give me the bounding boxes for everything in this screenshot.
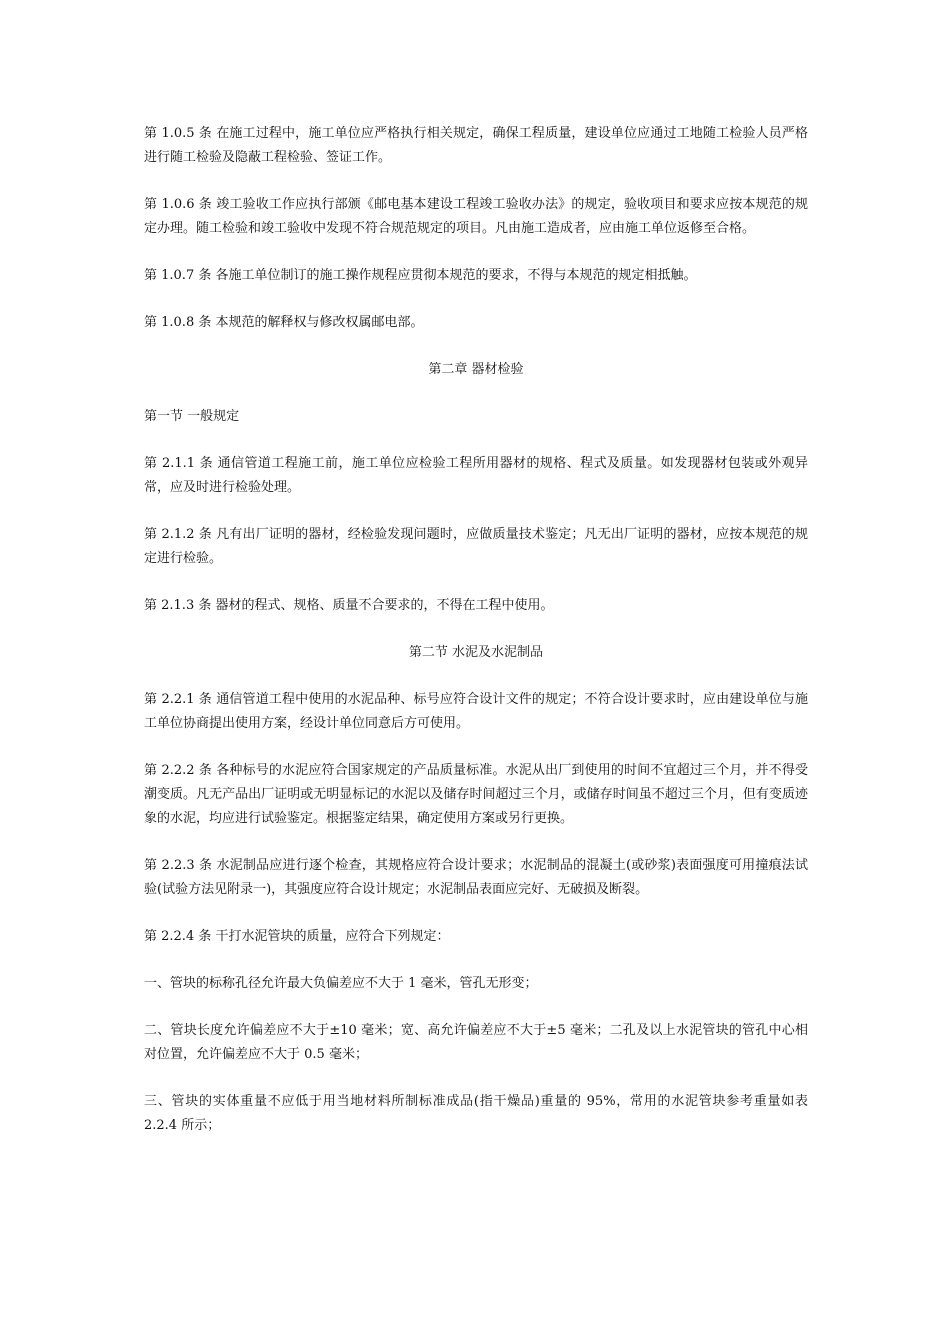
section-heading: 第一节 一般规定 [144, 409, 240, 424]
clause-1-0-8: 第 1.0.8 条 本规范的解释权与修改权属邮电部。 [144, 315, 424, 330]
document-page [144, 122, 808, 1161]
clause-2-1-1: 第 2.1.1 条 通信管道工程施工前，施工单位应检验工程所用器材的规格、程式及质量。如发现器材包装或外观异常，应及时进行检验处理。 [144, 456, 808, 495]
clause-1-0-7: 第 1.0.7 条 各施工单位制订的施工操作规程应贯彻本规范的要求，不得与本规范的规定相抵触。 [144, 268, 697, 283]
clause-2-2-4: 第 2.2.4 条 干打水泥管块的质量，应符合下列规定： [144, 929, 450, 944]
section-heading-centered: 第二节 水泥及水泥制品 [408, 645, 544, 660]
chapter-heading: 第二章 器材检验 [428, 362, 524, 377]
clause-2-1-2: 第 2.1.2 条 凡有出厂证明的器材，经检验发现问题时，应做质量技术鉴定；凡无出厂证明的器材，应按本规范的规定进行检验。 [144, 527, 808, 566]
clause-2-1-3: 第 2.1.3 条 器材的程式、规格、质量不合要求的，不得在工程中使用。 [144, 598, 554, 613]
clause-1-0-6: 第 1.0.6 条 竣工验收工作应执行部颁《邮电基本建设工程竣工验收办法》的规定，验收项目和要求应按本规范的规定办理。随工检验和竣工验收中发现不符合规范规定的项目。凡由施工造成者，应由施工单位返修至合格。 [144, 197, 808, 236]
clause-2-2-3: 第 2.2.3 条 水泥制品应进行逐个检查，其规格应符合设计要求；水泥制品的混凝土(或砂浆)表面强度可用撞痕法试验(试验方法见附录一)，其强度应符合设计规定；水泥制品表面应完好、无破损及断裂。 [144, 858, 808, 897]
clause-2-2-1: 第 2.2.1 条 通信管道工程中使用的水泥品种、标号应符合设计文件的规定；不符合设计要求时，应由建设单位与施工单位协商提出使用方案，经设计单位同意后方可使用。 [144, 692, 808, 731]
list-item: 一、管块的标称孔径允许最大负偏差应不大于 1 毫米，管孔无形变； [144, 976, 538, 991]
clause-1-0-5: 第 1.0.5 条 在施工过程中，施工单位应严格执行相关规定，确保工程质量，建设单位应通过工地随工检验人员严格进行随工检验及隐蔽工程检验、签证工作。 [144, 126, 808, 165]
clause-2-2-2: 第 2.2.2 条 各种标号的水泥应符合国家规定的产品质量标准。水泥从出厂到使用的时间不宜超过三个月，并不得受潮变质。凡无产品出厂证明或无明显标记的水泥以及储存时间超过三个月，或储存时间虽不超过三个月，但有变质迹象的水泥，均应进行试验鉴定。根据鉴定结果，确定使用方案或另行更换。 [144, 763, 808, 826]
list-item: 二、管块长度允许偏差应不大于±10 毫米；宽、高允许偏差应不大于±5 毫米；二孔及以上水泥管块的管孔中心相对位置，允许偏差应不大于 0.5 毫米； [144, 1023, 808, 1062]
list-item: 三、管块的实体重量不应低于用当地材料所制标准成品(指干燥品)重量的 95%，常用的水泥管块参考重量如表 2.2.4 所示； [144, 1094, 808, 1133]
